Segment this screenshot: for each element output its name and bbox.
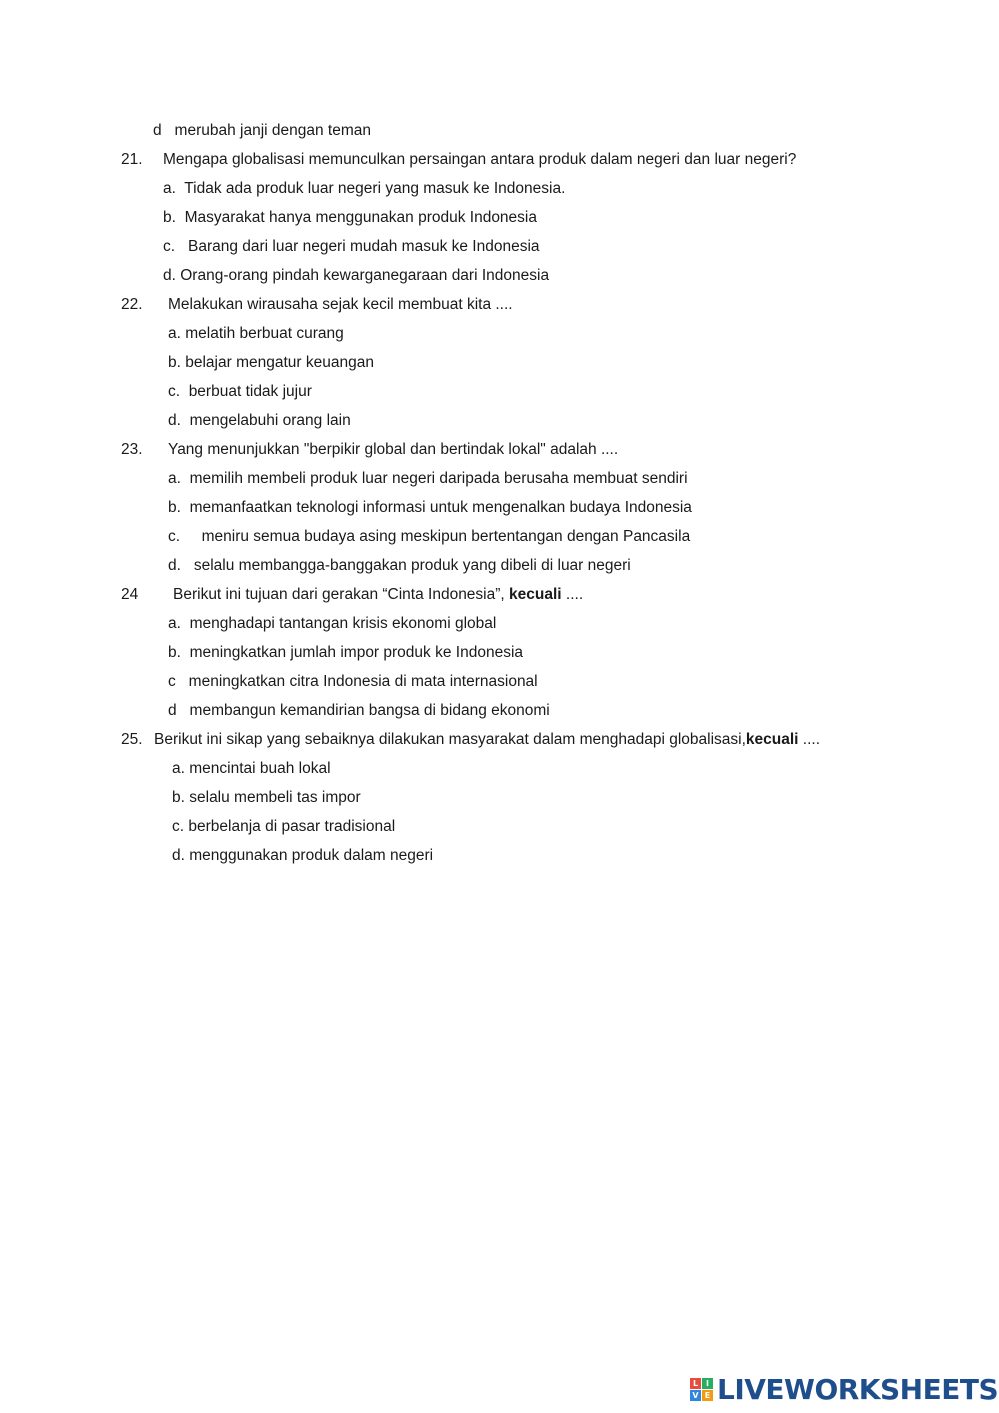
option: b. Masyarakat hanya menggunakan produk Indonesia	[163, 209, 537, 226]
option: b. selalu membeli tas impor	[172, 789, 361, 806]
logo-text: LIVEWORKSHEETS	[717, 1372, 999, 1406]
question-number: 23.	[121, 441, 143, 458]
option: c. meniru semua budaya asing meskipun bertentangan dengan Pancasila	[168, 528, 691, 545]
option: c. Barang dari luar negeri mudah masuk ke Indonesia	[163, 238, 540, 255]
option: a. Tidak ada produk luar negeri yang masuk ke Indonesia.	[163, 180, 566, 197]
option: c meningkatkan citra Indonesia di mata internasional	[168, 673, 538, 690]
option: d membangun kemandirian bangsa di bidang ekonomi	[168, 702, 550, 719]
option: d. Orang-orang pindah kewarganegaraan dari Indonesia	[163, 267, 550, 284]
liveworksheets-logo	[690, 1373, 998, 1405]
question-number: 25.	[121, 731, 143, 748]
option: b. meningkatkan jumlah impor produk ke Indonesia	[168, 644, 524, 661]
question-text: Yang menunjukkan "berpikir global dan bertindak lokal" adalah ....	[168, 441, 619, 458]
question-number: 22.	[121, 296, 143, 313]
option: c. berbelanja di pasar tradisional	[172, 818, 396, 835]
question-text: Melakukan wirausaha sejak kecil membuat kita ....	[168, 296, 513, 313]
option: b. belajar mengatur keuangan	[168, 354, 374, 371]
option-letter: d	[153, 122, 162, 139]
option-text: merubah janji dengan teman	[174, 122, 372, 139]
question-number: 24	[121, 586, 139, 603]
question-text: Berikut ini tujuan dari gerakan “Cinta Indonesia”, kecuali ....	[173, 586, 584, 603]
option: d. mengelabuhi orang lain	[168, 412, 351, 429]
option: d. selalu membangga-banggakan produk yang dibeli di luar negeri	[168, 557, 631, 574]
logo-grid-icon: L I V E	[690, 1378, 713, 1401]
option: c. berbuat tidak jujur	[168, 383, 312, 400]
question-text: Mengapa globalisasi memunculkan persaingan antara produk dalam negeri dan luar negeri?	[163, 151, 797, 168]
option: b. memanfaatkan teknologi informasi untuk mengenalkan budaya Indonesia	[168, 499, 692, 516]
question-text: Berikut ini sikap yang sebaiknya dilakukan masyarakat dalam menghadapi globalisasi,kecuali ....	[154, 731, 821, 748]
option: a. memilih membeli produk luar negeri daripada berusaha membuat sendiri	[168, 470, 688, 487]
option: a. mencintai buah lokal	[172, 760, 331, 777]
option: a. menghadapi tantangan krisis ekonomi global	[168, 615, 497, 632]
option: d. menggunakan produk dalam negeri	[172, 847, 434, 864]
option: a. melatih berbuat curang	[168, 325, 344, 342]
question-number: 21.	[121, 151, 143, 168]
prev-option	[153, 121, 371, 141]
